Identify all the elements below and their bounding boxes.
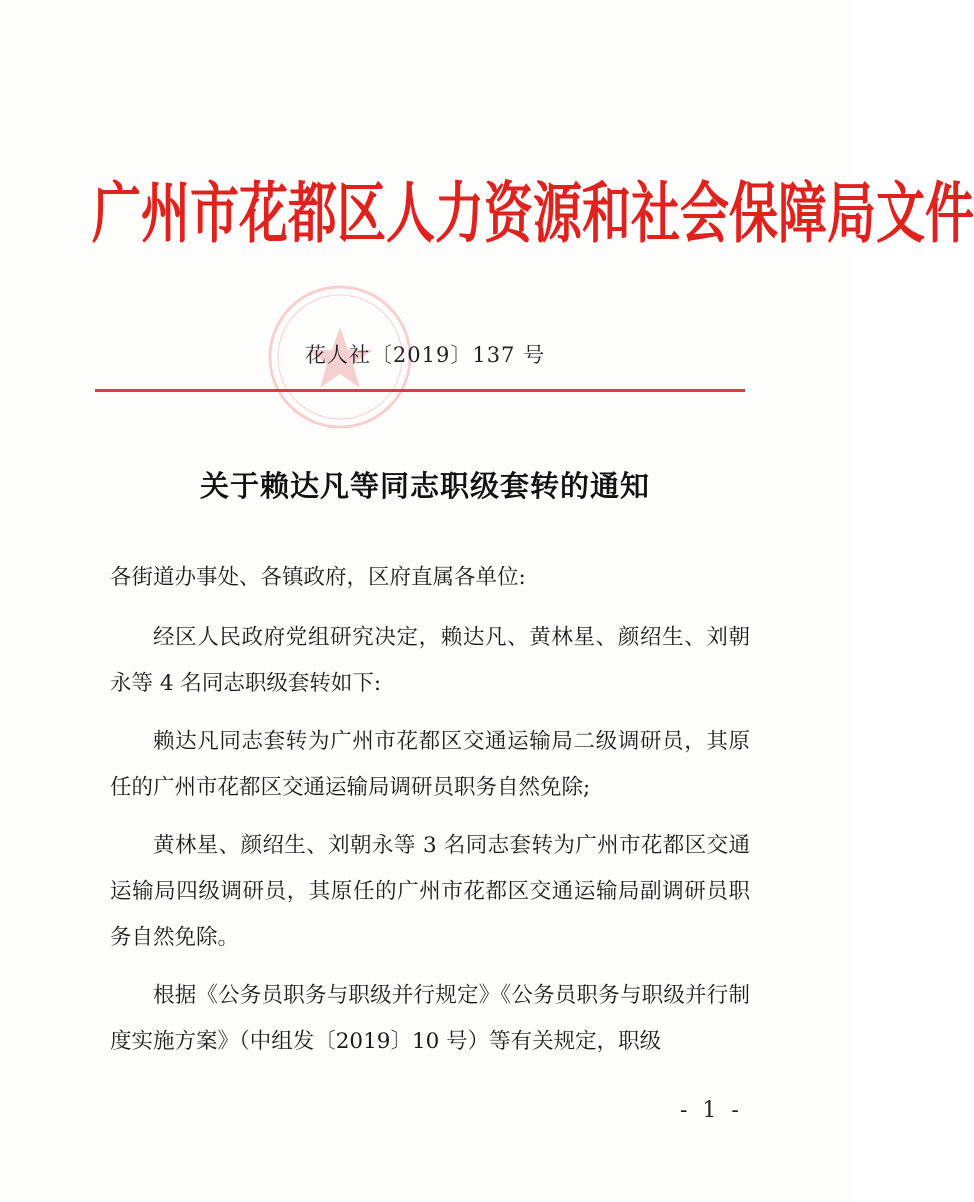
- document-body: [110, 555, 750, 1065]
- document-title: 关于赖达凡等同志职级套转的通知: [199, 469, 650, 503]
- page-number: - 1 -: [680, 1098, 743, 1123]
- document-number: 花人社〔2019〕137 号: [304, 343, 546, 367]
- salutation: 各街道办事处、各镇政府，区府直属各单位:: [110, 565, 526, 590]
- body-paragraph: 赖达凡同志套转为广州市花都区交通运输局二级调研员，其原任的广州市花都区交通运输局调研员职务自然免除;: [110, 729, 750, 800]
- red-divider-rule: [95, 389, 745, 392]
- body-paragraph: 经区人民政府党组研究决定，赖达凡、黄林星、颜绍生、刘朝永等 4 名同志职级套转如下:: [110, 625, 750, 696]
- body-paragraph: 黄林星、颜绍生、刘朝永等 3 名同志套转为广州市花都区交通运输局四级调研员，其原任的广州市花都区交通运输局副调研员职务自然免除。: [110, 833, 750, 950]
- body-paragraph: 根据《公务员职务与职级并行规定》《公务员职务与职级并行制度实施方案》（中组发〔2019〕10 号）等有关规定，职级: [110, 983, 750, 1054]
- masthead-title: 广州市花都区人力资源和社会保障局文件: [92, 173, 974, 253]
